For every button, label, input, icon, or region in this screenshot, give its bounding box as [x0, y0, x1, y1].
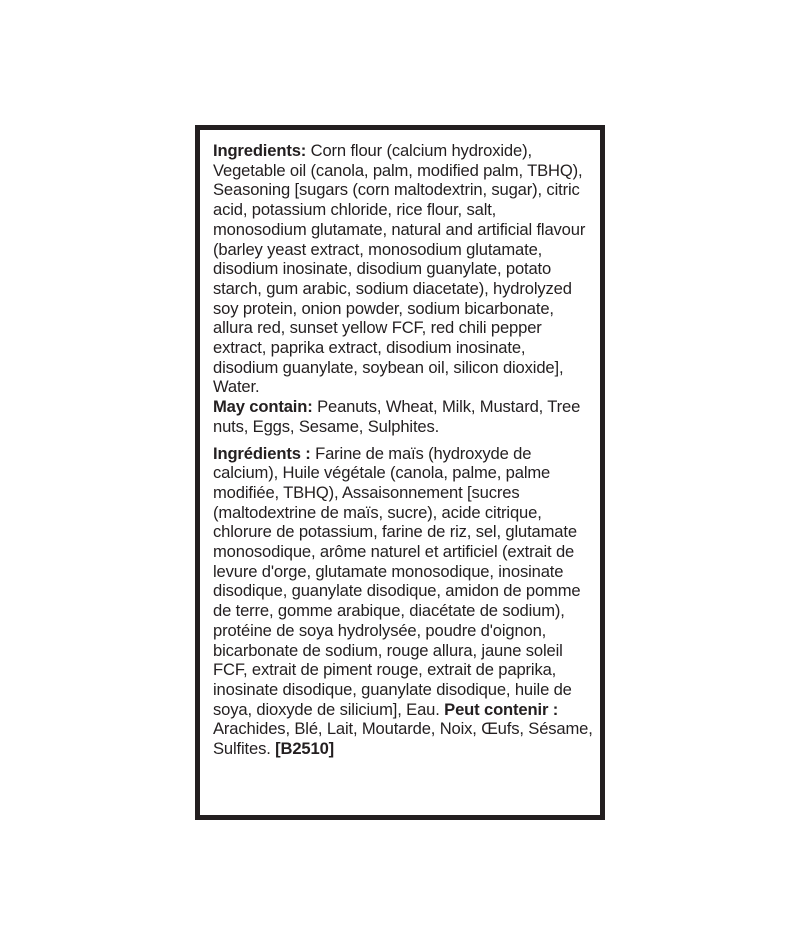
- french-ingredients-list: Farine de maïs (hydroxyde de calcium), Huile végétale (canola, palme, palme modifiée, TBHQ), Assaisonnement [sucres (maltodextrine de maïs, sucre), acide citrique, chlorure de potassium, farine de riz, sel, glutamate monosodique, arôme naturel et artificiel (extrait de levure d'orge, glutamate monosodique, inosinate disodique, guanylate disodique, amidon de pomme de terre, gomme arabique, diacétate de sodium), protéine de soya hydrolysée, poudre d'oignon, bicarbonate de sodium, rouge allura, jaune soleil FCF, extrait de piment rouge, extrait de paprika, inosinate disodique, guanylate disodique, huile de soya, dioxyde de silicium], Eau.: [213, 443, 581, 719]
- english-allergen-list: Peanuts, Wheat, Milk, Mustard, Tree nuts, Eggs, Sesame, Sulphites.: [213, 397, 581, 436]
- french-allergen-list: Arachides, Blé, Lait, Moutarde, Noix, Œufs, Sésame, Sulfites.: [213, 719, 593, 759]
- ingredients-label-panel: [195, 125, 605, 820]
- english-allergen-heading: May contain:: [213, 397, 313, 417]
- french-ingredients-heading: Ingrédients :: [213, 443, 311, 463]
- product-code: [B2510]: [275, 739, 335, 759]
- english-ingredients-heading: Ingredients:: [213, 141, 307, 160]
- english-ingredients-paragraph: [213, 141, 593, 437]
- french-ingredients-paragraph: [213, 444, 593, 759]
- french-allergen-heading: Peut contenir :: [444, 699, 559, 719]
- english-ingredients-list: Corn flour (calcium hydroxide), Vegetable oil (canola, palm, modified palm, TBHQ), Seasoning [sugars (corn maltodextrin, sugar), citric acid, potassium chloride, rice flour, salt, monosodium glutamate, natural and artificial flavour (barley yeast extract, monosodium glutamate, disodium inosinate, disodium guanylate, potato starch, gum arabic, sodium diacetate), hydrolyzed soy protein, onion powder, sodium bicarbonate, allura red, sunset yellow FCF, red chili pepper extract, paprika extract, disodium inosinate, disodium guanylate, soybean oil, silicon dioxide], Water.: [213, 141, 586, 397]
- ingredients-text-block: [213, 141, 593, 759]
